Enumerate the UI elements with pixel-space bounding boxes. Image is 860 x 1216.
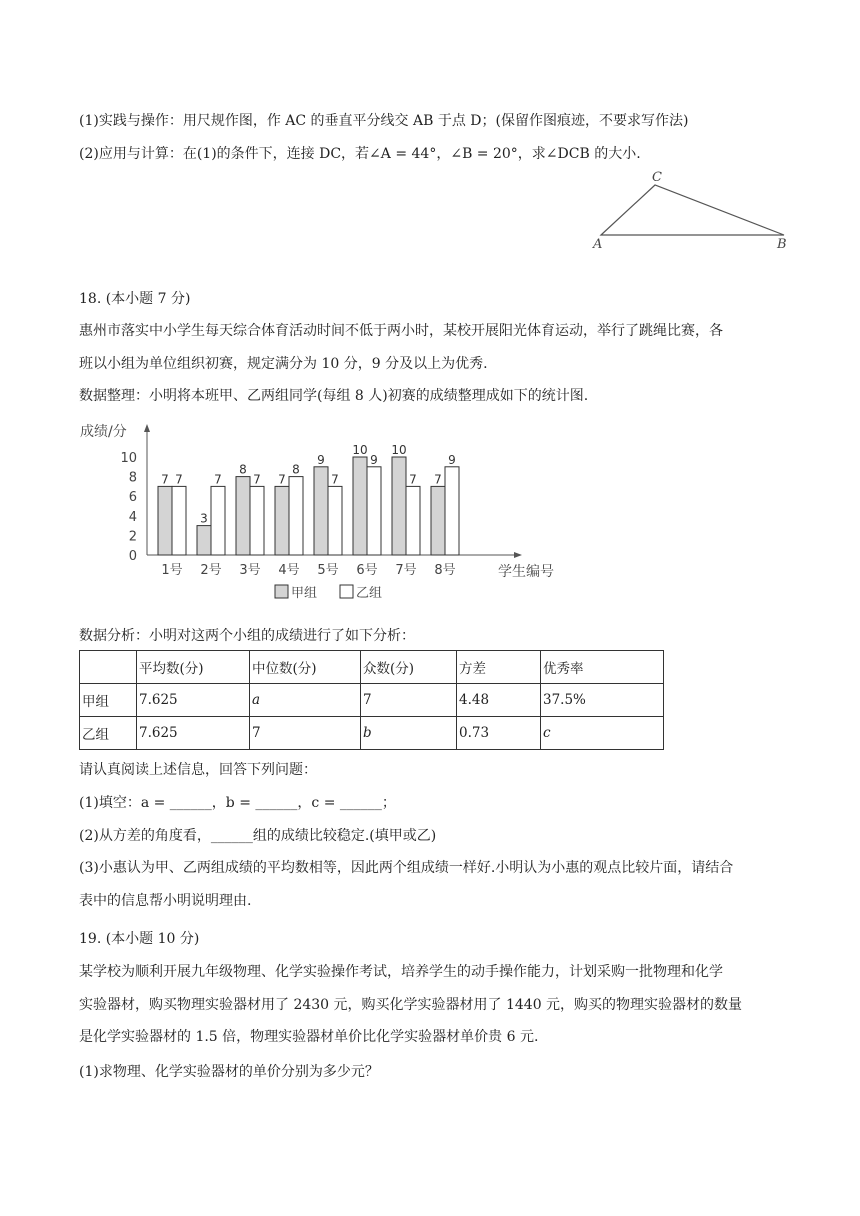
bar [197,526,211,555]
data-label: 7 [161,472,169,487]
data-label: 7 [331,472,339,487]
table-cell: 乙组 [80,717,137,750]
table-row [80,717,664,750]
q19-line2: 实验器材，购买物理实验器材用了 2430 元，购买化学实验器材用了 1440 元，购买的物理实验器材的数量 [79,997,743,1013]
y-axis-label: 成绩/分 [80,424,127,440]
legend-swatch [275,585,288,598]
table-cell: 37.5% [541,684,664,717]
bar [392,457,406,555]
legend-label: 乙组 [356,586,383,601]
bar [445,467,459,555]
q18-part3-line2: 表中的信息帮小明说明理由. [79,893,252,909]
bar [406,486,420,555]
table-cell: c [541,717,664,750]
data-label: 7 [214,472,222,487]
label-b: B [777,237,787,252]
x-tick-label: 5号 [317,563,339,578]
legend-swatch [340,585,353,598]
bar [289,477,303,555]
bar [431,486,445,555]
y-tick-label: 0 [128,549,137,564]
data-label: 9 [370,452,378,467]
table-header-cell [80,651,137,684]
x-axis-arrow [514,552,522,558]
table-header-cell: 众数(分) [361,651,457,684]
table-header-cell: 优秀率 [541,651,664,684]
table-row [80,684,664,717]
x-tick-label: 1号 [161,563,183,578]
triangle-figure [590,168,800,252]
q18-data-org: 数据整理：小明将本班甲、乙两组同学(每组 8 人)初赛的成绩整理成如下的统计图. [79,388,589,404]
q18-intro-line1: 惠州市落实中小学生每天综合体育活动时间不低于两小时，某校开展阳光体育运动，举行了跳绳比赛，各 [79,323,723,339]
bar [211,486,225,555]
data-label: 9 [317,452,325,467]
data-label: 7 [253,472,261,487]
label-c: C [652,170,662,185]
q19-heading: 19. (本小题 10 分) [79,931,200,947]
data-label: 8 [292,462,300,477]
table-cell: 0.73 [457,717,541,750]
y-tick-label: 8 [128,470,137,486]
y-tick-label: 2 [128,529,137,545]
table-header-cell: 中位数(分) [250,651,361,684]
score-bar-chart [78,420,578,610]
x-tick-label: 2号 [200,563,222,578]
y-tick-label: 6 [128,490,137,506]
table-cell: b [361,717,457,750]
data-label: 7 [278,472,286,487]
q18-prompt: 请认真阅读上述信息，回答下列问题： [79,762,317,778]
bar [275,486,289,555]
table-header-cell: 方差 [457,651,541,684]
q18-part1: (1)填空：a = ______，b = ______，c = ______； [79,795,396,811]
table-cell: a [250,684,361,717]
bar [353,457,367,555]
q18-intro-line2: 班以小组为单位组织初赛，规定满分为 10 分，9 分及以上为优秀. [79,356,488,372]
label-a: A [593,237,603,252]
data-label: 7 [409,472,417,487]
q19-line3: 是化学实验器材的 1.5 倍，物理实验器材单价比化学实验器材单价贵 6 元. [79,1029,539,1045]
q18-part2: (2)从方差的角度看，______组的成绩比较稳定.(填甲或乙) [79,828,437,844]
y-tick-label: 4 [128,509,137,525]
table-cell: 7.625 [137,684,250,717]
q17-part1: (1)实践与操作：用尺规作图，作 AC 的垂直平分线交 AB 于点 D；(保留作图痕迹，不要求写作法) [79,113,689,129]
q18-data-analysis: 数据分析：小明对这两个小组的成绩进行了如下分析： [79,628,415,644]
x-axis-label: 学生编号 [498,564,554,580]
bar [314,467,328,555]
bar [172,486,186,555]
x-tick-label: 3号 [239,563,261,578]
q19-line1: 某学校为顺利开展九年级物理、化学实验操作考试，培养学生的动手操作能力，计划采购一批物理和化学 [79,964,723,980]
q19-part1: (1)求物理、化学实验器材的单价分别为多少元？ [79,1064,379,1080]
bar [328,486,342,555]
table-cell: 7.625 [137,717,250,750]
table-cell: 7 [250,717,361,750]
x-tick-label: 6号 [356,563,378,578]
legend-label: 甲组 [291,586,318,601]
q18-heading: 18. (本小题 7 分) [79,291,191,307]
q18-part3-line1: (3)小惠认为甲、乙两组成绩的平均数相等，因此两个组成绩一样好.小明认为小惠的观点比较片面，请结合 [79,860,734,876]
y-axis-arrow [144,424,150,432]
data-label: 10 [352,443,368,457]
x-tick-label: 8号 [434,563,456,578]
table-cell: 7 [361,684,457,717]
data-label: 9 [448,452,456,467]
data-label: 7 [434,472,442,487]
bar [250,486,264,555]
data-label: 7 [175,472,183,487]
bar [236,477,250,555]
bar [367,467,381,555]
q17-part2: (2)应用与计算：在(1)的条件下，连接 DC，若∠A = 44°，∠B = 20°，求∠DCB 的大小. [79,146,641,162]
table-header-row [80,651,664,684]
x-tick-label: 4号 [278,563,300,578]
triangle-abc [601,185,784,235]
table-cell: 4.48 [457,684,541,717]
y-tick-label: 10 [120,451,137,466]
table-header-cell: 平均数(分) [137,651,250,684]
stats-table [79,650,664,750]
table-cell: 甲组 [80,684,137,717]
x-tick-label: 7号 [395,563,417,578]
data-label: 8 [239,462,247,477]
bar [158,486,172,555]
data-label: 3 [200,511,208,526]
data-label: 10 [391,443,407,457]
